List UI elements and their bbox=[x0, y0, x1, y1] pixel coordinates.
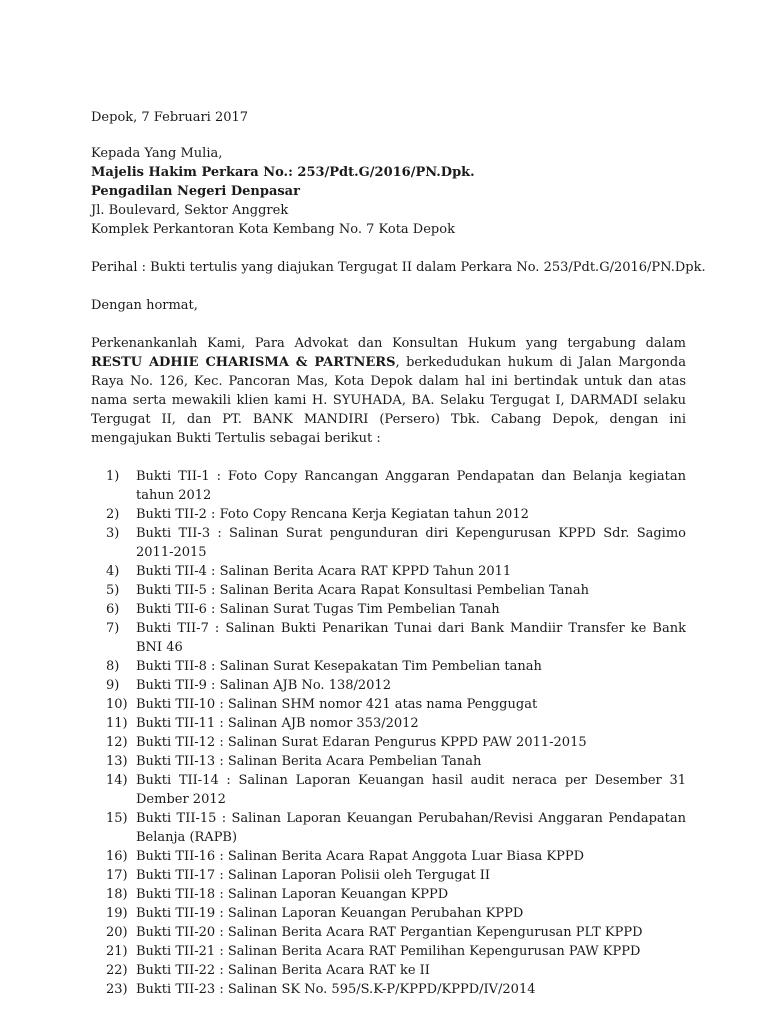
evidence-number: 12) bbox=[106, 735, 128, 750]
evidence-item bbox=[106, 904, 686, 923]
evidence-number: 20) bbox=[106, 925, 128, 940]
letter-subject: Perihal : Bukti tertulis yang diajukan Tergugat II dalam Perkara No. 253/Pdt.G/2016/PN.Dpk. bbox=[91, 260, 706, 275]
evidence-text: Bukti TII-3 : Salinan Surat pengunduran diri Kepengurusan KPPD Sdr. Sagimo 2011-2015 bbox=[136, 526, 686, 560]
evidence-item bbox=[106, 752, 686, 771]
evidence-item bbox=[106, 885, 686, 904]
recipient-salutation: Kepada Yang Mulia, bbox=[91, 146, 223, 161]
evidence-text: Bukti TII-8 : Salinan Surat Kesepakatan Tim Pembelian tanah bbox=[136, 659, 542, 674]
evidence-number: 8) bbox=[106, 659, 120, 674]
evidence-number: 4) bbox=[106, 564, 120, 579]
law-firm-name: RESTU ADHIE CHARISMA & PARTNERS bbox=[91, 355, 396, 370]
evidence-number: 7) bbox=[106, 621, 120, 636]
evidence-item bbox=[106, 581, 686, 600]
evidence-text: Bukti TII-10 : Salinan SHM nomor 421 atas nama Penggugat bbox=[136, 697, 538, 712]
evidence-text: Bukti TII-20 : Salinan Berita Acara RAT Pergantian Kepengurusan PLT KPPD bbox=[136, 925, 643, 940]
recipient-street: Jl. Boulevard, Sektor Anggrek bbox=[91, 203, 289, 218]
evidence-item bbox=[106, 676, 686, 695]
evidence-item bbox=[106, 714, 686, 733]
evidence-number: 14) bbox=[106, 773, 128, 788]
evidence-number: 15) bbox=[106, 811, 128, 826]
evidence-text: Bukti TII-21 : Salinan Berita Acara RAT Pemilihan Kepengurusan PAW KPPD bbox=[136, 944, 641, 959]
evidence-list bbox=[91, 467, 686, 999]
evidence-text: Bukti TII-19 : Salinan Laporan Keuangan Perubahan KPPD bbox=[136, 906, 524, 921]
evidence-number: 18) bbox=[106, 887, 128, 902]
evidence-number: 23) bbox=[106, 982, 128, 997]
evidence-item bbox=[106, 562, 686, 581]
evidence-text: Bukti TII-2 : Foto Copy Rencana Kerja Kegiatan tahun 2012 bbox=[136, 507, 529, 522]
recipient-court: Pengadilan Negeri Denpasar bbox=[91, 184, 300, 199]
evidence-number: 6) bbox=[106, 602, 120, 617]
recipient-block bbox=[91, 144, 686, 239]
evidence-number: 11) bbox=[106, 716, 128, 731]
evidence-text: Bukti TII-14 : Salinan Laporan Keuangan hasil audit neraca per Desember 31 Dember 2012 bbox=[136, 773, 686, 807]
evidence-text: Bukti TII-17 : Salinan Laporan Polisii oleh Tergugat II bbox=[136, 868, 491, 883]
evidence-number: 17) bbox=[106, 868, 128, 883]
evidence-item bbox=[106, 524, 686, 562]
recipient-complex: Komplek Perkantoran Kota Kembang No. 7 Kota Depok bbox=[91, 222, 455, 237]
evidence-text: Bukti TII-12 : Salinan Surat Edaran Pengurus KPPD PAW 2011-2015 bbox=[136, 735, 587, 750]
evidence-text: Bukti TII-5 : Salinan Berita Acara Rapat Konsultasi Pembelian Tanah bbox=[136, 583, 590, 598]
evidence-number: 9) bbox=[106, 678, 120, 693]
evidence-text: Bukti TII-16 : Salinan Berita Acara Rapat Anggota Luar Biasa KPPD bbox=[136, 849, 585, 864]
evidence-number: 21) bbox=[106, 944, 128, 959]
evidence-item bbox=[106, 809, 686, 847]
evidence-text: Bukti TII-13 : Salinan Berita Acara Pembelian Tanah bbox=[136, 754, 482, 769]
evidence-item bbox=[106, 733, 686, 752]
evidence-item bbox=[106, 467, 686, 505]
evidence-text: Bukti TII-23 : Salinan SK No. 595/S.K-P/KPPD/KPPD/IV/2014 bbox=[136, 982, 536, 997]
letter-body bbox=[91, 334, 686, 448]
evidence-text: Bukti TII-22 : Salinan Berita Acara RAT ke II bbox=[136, 963, 430, 978]
evidence-text: Bukti TII-15 : Salinan Laporan Keuangan Perubahan/Revisi Anggaran Pendapatan Belanja (RAPB) bbox=[136, 811, 686, 845]
evidence-number: 10) bbox=[106, 697, 128, 712]
evidence-text: Bukti TII-1 : Foto Copy Rancangan Anggaran Pendapatan dan Belanja kegiatan tahun 2012 bbox=[136, 469, 686, 503]
evidence-item bbox=[106, 600, 686, 619]
evidence-text: Bukti TII-9 : Salinan AJB No. 138/2012 bbox=[136, 678, 391, 693]
evidence-text: Bukti TII-4 : Salinan Berita Acara RAT KPPD Tahun 2011 bbox=[136, 564, 512, 579]
evidence-number: 19) bbox=[106, 906, 128, 921]
evidence-number: 2) bbox=[106, 507, 120, 522]
evidence-number: 16) bbox=[106, 849, 128, 864]
evidence-item bbox=[106, 847, 686, 866]
evidence-item bbox=[106, 657, 686, 676]
evidence-item bbox=[106, 505, 686, 524]
body-part2: , berkedudukan hukum di Jalan Margonda Raya No. 126, Kec. Pancoran Mas, Kota Depok dalam hal ini bertindak untuk dan atas nama serta mewakili klien kami H. SYUHADA, BA. Selaku Tergugat I, DARMADI selaku Tergugat II, dan PT. BANK MANDIRI (Persero) Tbk. Cabang Depok, dengan ini mengajukan Bukti Tertulis sebagai berikut : bbox=[91, 355, 686, 446]
evidence-number: 13) bbox=[106, 754, 128, 769]
body-part1: Perkenankanlah Kami, Para Advokat dan Konsultan Hukum yang tergabung dalam bbox=[91, 336, 686, 351]
recipient-judge: Majelis Hakim Perkara No.: 253/Pdt.G/2016/PN.Dpk. bbox=[91, 165, 475, 180]
evidence-item bbox=[106, 619, 686, 657]
evidence-number: 3) bbox=[106, 526, 120, 541]
evidence-item bbox=[106, 923, 686, 942]
evidence-text: Bukti TII-6 : Salinan Surat Tugas Tim Pembelian Tanah bbox=[136, 602, 500, 617]
evidence-item bbox=[106, 961, 686, 980]
evidence-item bbox=[106, 942, 686, 961]
evidence-text: Bukti TII-7 : Salinan Bukti Penarikan Tunai dari Bank Mandiir Transfer ke Bank BNI 46 bbox=[136, 621, 686, 655]
evidence-number: 22) bbox=[106, 963, 128, 978]
letter-date: Depok, 7 Februari 2017 bbox=[91, 110, 249, 125]
evidence-number: 1) bbox=[106, 469, 120, 484]
evidence-item bbox=[106, 695, 686, 714]
evidence-item bbox=[106, 866, 686, 885]
evidence-item bbox=[106, 980, 686, 999]
letter-greeting: Dengan hormat, bbox=[91, 298, 198, 313]
evidence-number: 5) bbox=[106, 583, 120, 598]
evidence-text: Bukti TII-18 : Salinan Laporan Keuangan KPPD bbox=[136, 887, 449, 902]
evidence-text: Bukti TII-11 : Salinan AJB nomor 353/2012 bbox=[136, 716, 419, 731]
evidence-item bbox=[106, 771, 686, 809]
